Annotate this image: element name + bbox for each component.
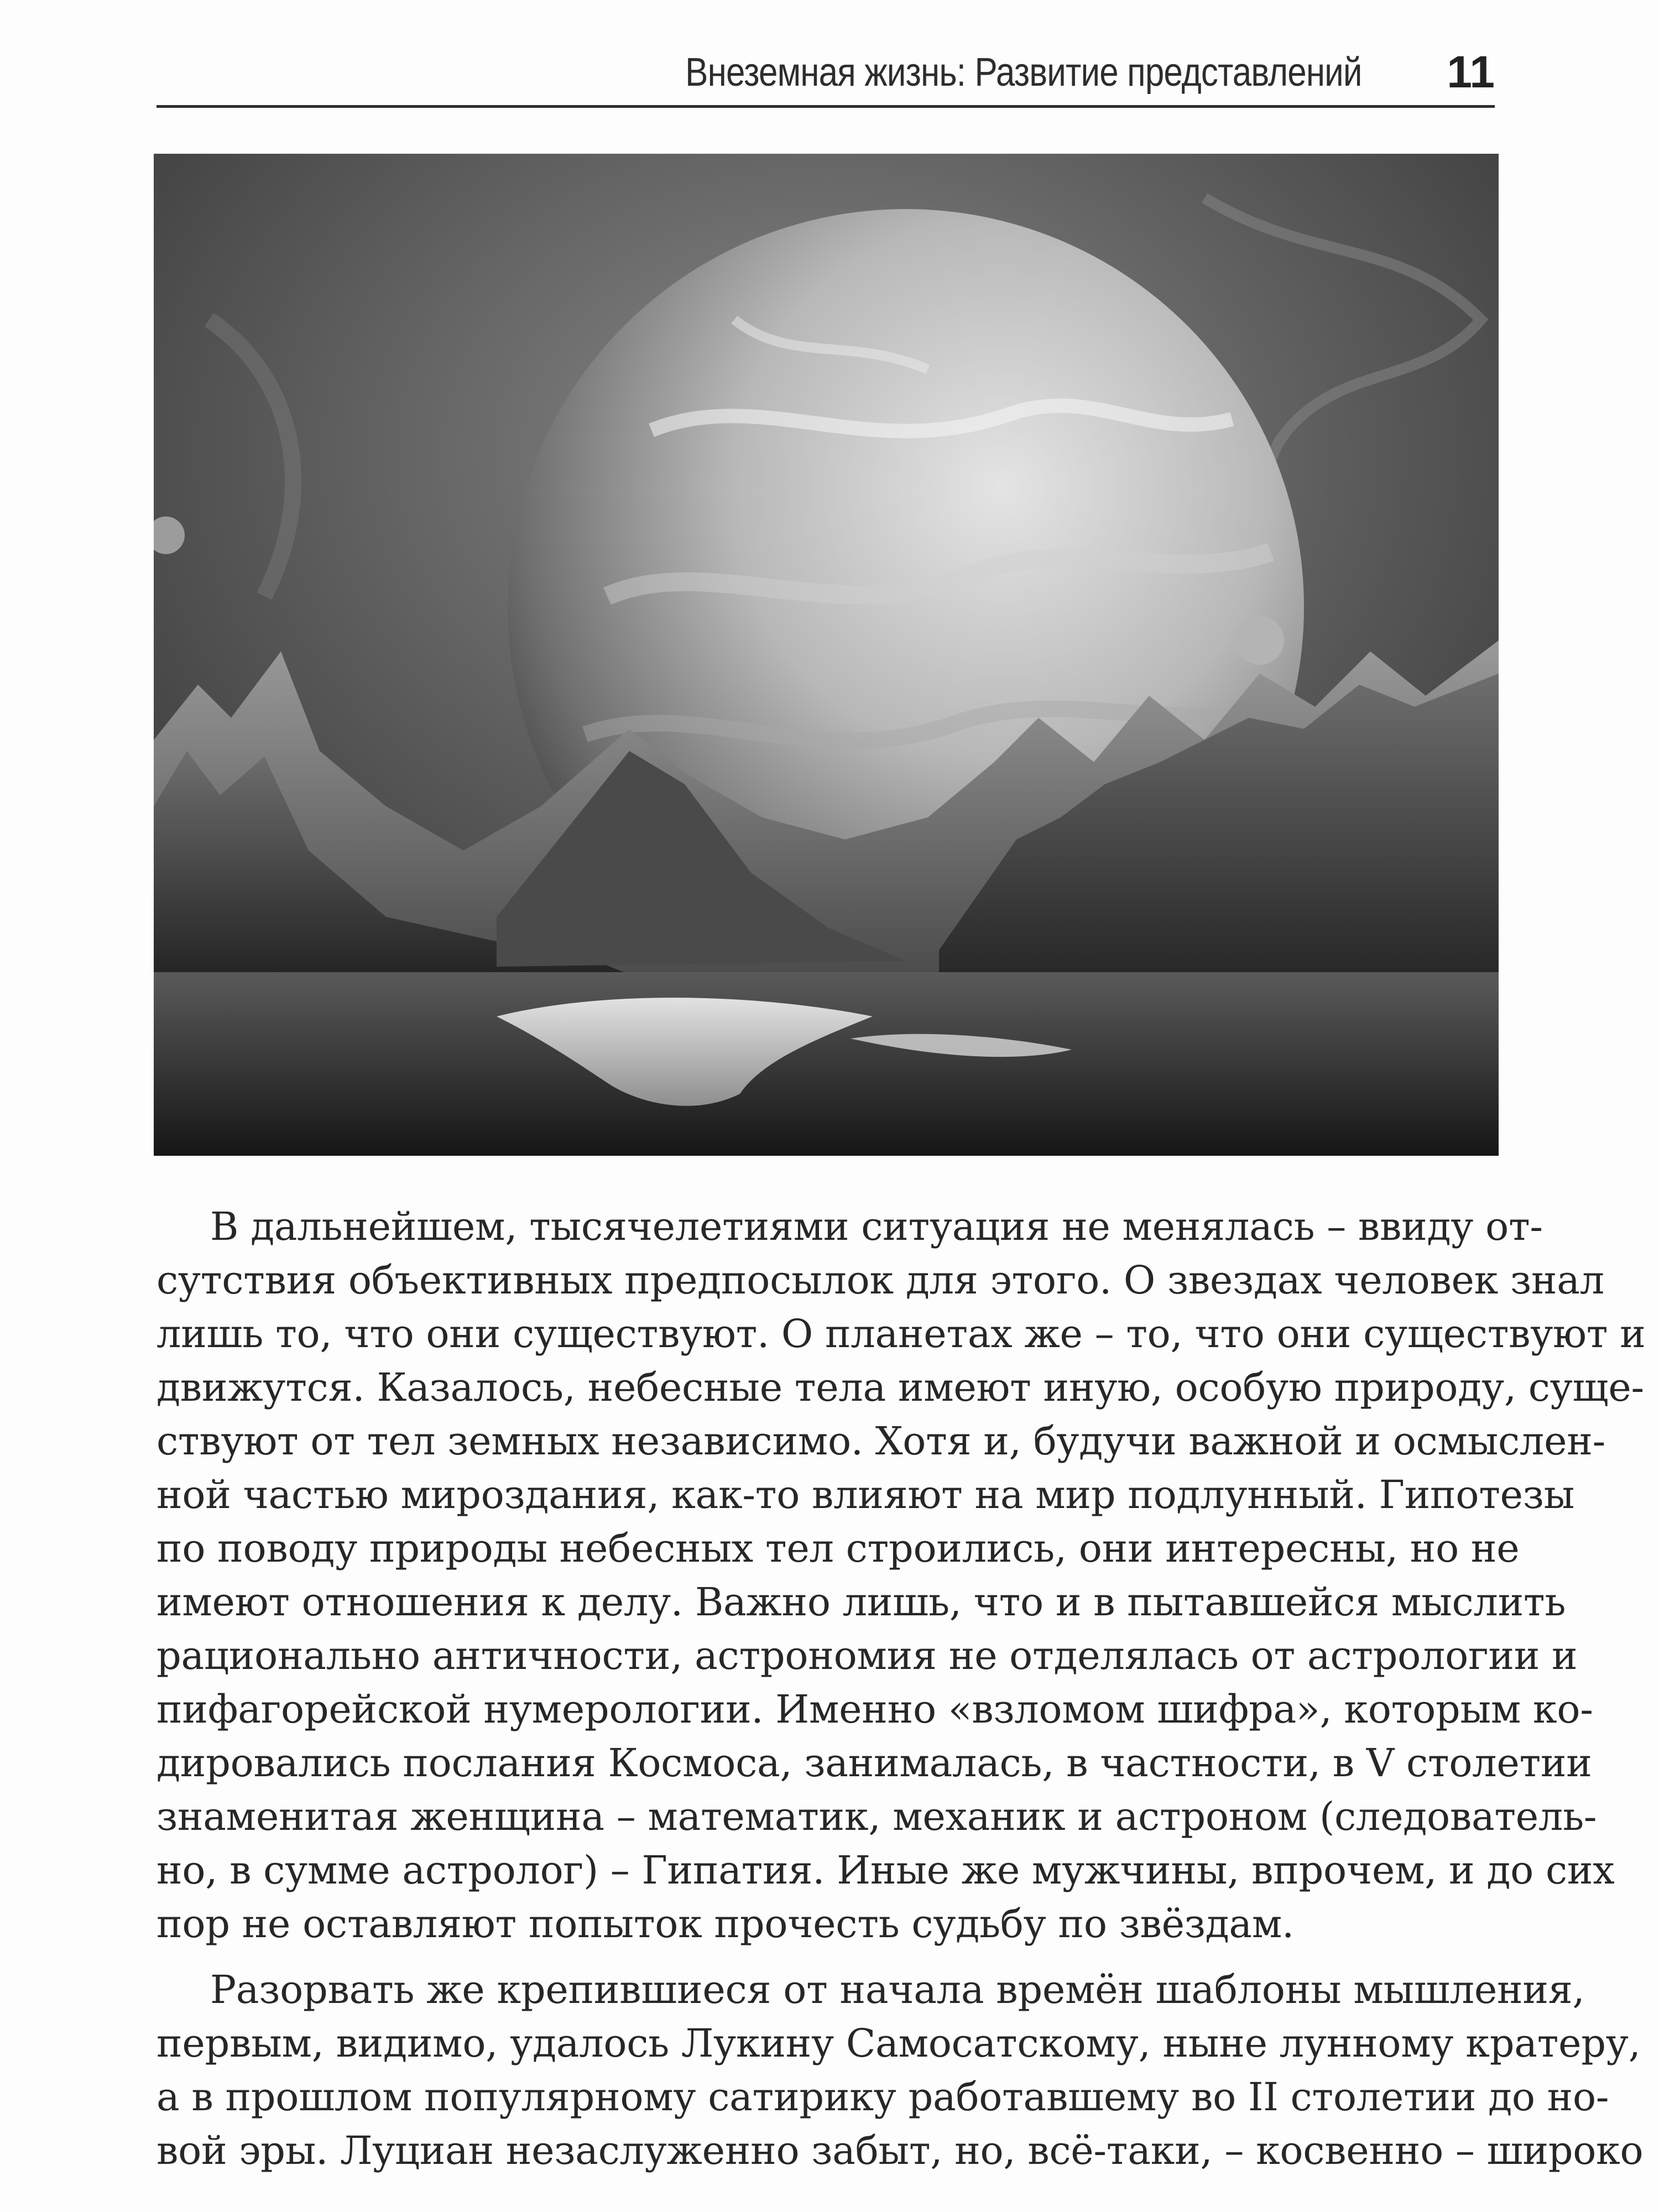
text-line: имеют отношения к делу. Важно лишь, что и в пытавшейся мыслить	[156, 1579, 1566, 1625]
text-line: дировались послания Космоса, занималась, в частности, в V столетии	[156, 1740, 1592, 1786]
text-line: рационально античности, астрономия не отделялась от астрологии и	[156, 1633, 1578, 1678]
text-line: но, в сумме астролог) – Гипатия. Иные же мужчины, впрочем, и до сих	[156, 1848, 1615, 1893]
header-title: Внеземная жизнь: Развитие представлений	[685, 50, 1362, 95]
text-line: знаменитая женщина – математик, механик и астроном (следователь-	[156, 1794, 1597, 1839]
text-line: вой эры. Луциан незаслуженно забыт, но, всё-таки, – косвенно – широко	[156, 2128, 1644, 2173]
text-line: пор не оставляют попыток прочесть судьбу по звёздам.	[156, 1901, 1294, 1947]
alien-planet-landscape-illustration-icon	[154, 154, 1499, 1156]
text-line: по поводу природы небесных тел строились, они интересны, но не	[156, 1526, 1520, 1571]
paragraph-1	[156, 1200, 1646, 1951]
text-line: сутствия объективных предпосылок для этого. О звездах человек знал	[156, 1258, 1604, 1303]
text-line: а в прошлом популярному сатирику работавшему во II столетии до но-	[156, 2074, 1609, 2120]
text-line: первым, видимо, удалось Лукину Самосатскому, ныне лунному кратеру,	[156, 2021, 1641, 2066]
body-text	[156, 1200, 1646, 2190]
text-line: ствуют от тел земных независимо. Хотя и, будучи важной и осмыслен-	[156, 1418, 1605, 1464]
text-line: движутся. Казалось, небесные тела имеют иную, особую природу, суще-	[156, 1365, 1644, 1410]
page-number: 11	[1447, 47, 1495, 97]
paragraph-2	[156, 1963, 1644, 2178]
text-line: В дальнейшем, тысячелетиями ситуация не менялась – ввиду от-	[210, 1204, 1543, 1249]
text-line: лишь то, что они существуют. О планетах же – то, что они существуют и	[156, 1311, 1646, 1357]
alien-planet-illustration	[154, 154, 1499, 1156]
text-line: Разорвать же крепившиеся от начала времён шаблоны мышления,	[210, 1967, 1585, 2012]
text-line: пифагорейской нумерологии. Именно «взломом шифра», которым ко-	[156, 1687, 1593, 1732]
running-header	[156, 44, 1495, 108]
text-line: ной частью мироздания, как-то влияют на мир подлунный. Гипотезы	[156, 1472, 1575, 1517]
